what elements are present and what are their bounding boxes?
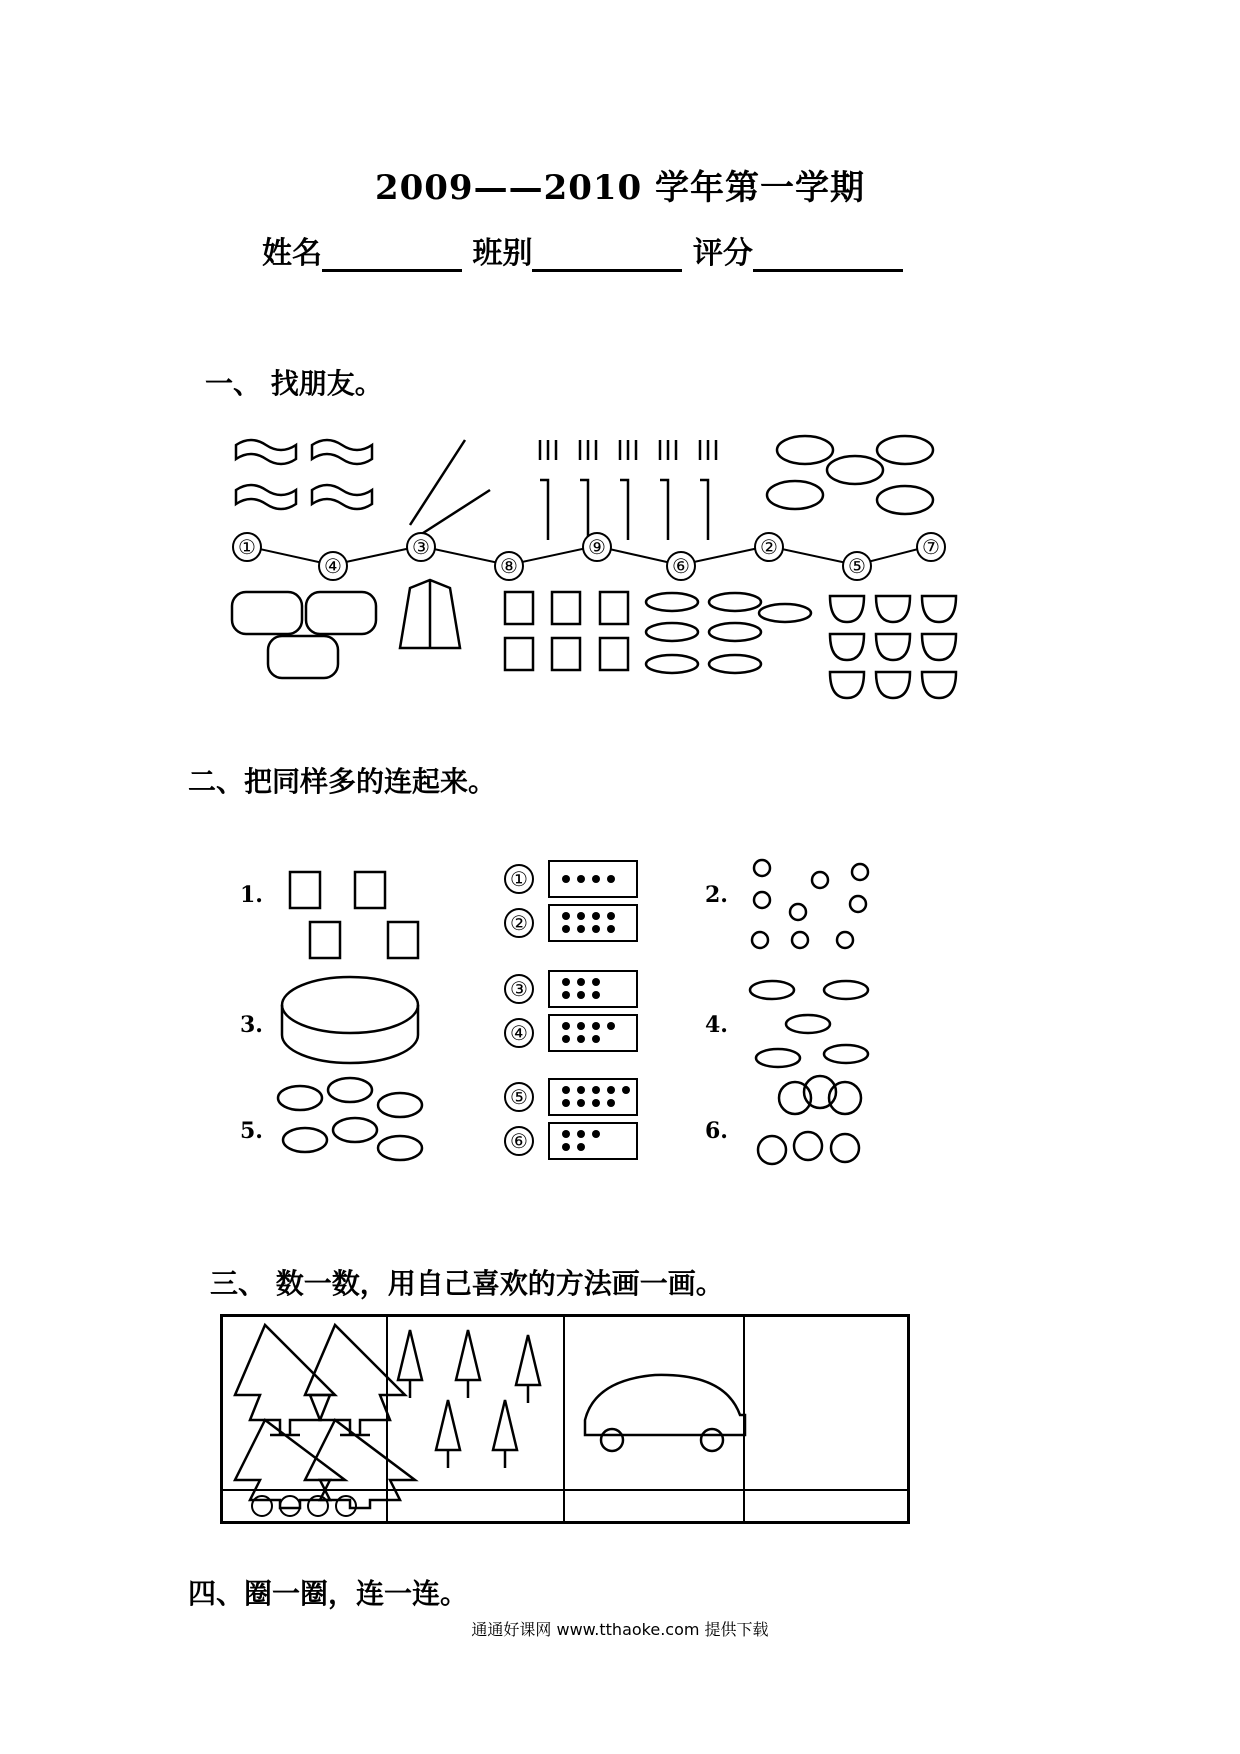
dot	[577, 875, 585, 883]
dot	[562, 875, 570, 883]
dot-box[interactable]	[548, 1078, 638, 1116]
number-circle: ⑥	[666, 551, 696, 581]
answer-circle	[307, 1495, 329, 1517]
section2-heading: 二、把同样多的连起来。	[188, 765, 497, 798]
class-label: 班别	[472, 236, 533, 271]
box-label: ③	[504, 974, 534, 1004]
dot	[577, 1086, 585, 1094]
dot	[592, 1086, 600, 1094]
teacup-icon	[750, 981, 868, 1067]
dot	[577, 1130, 585, 1138]
dot	[562, 991, 570, 999]
dot-box[interactable]	[548, 1014, 638, 1052]
dot	[592, 978, 600, 986]
dot	[577, 991, 585, 999]
dot	[592, 1035, 600, 1043]
candy-icon	[752, 860, 868, 948]
can-icon	[767, 436, 933, 514]
dot	[592, 1130, 600, 1138]
cake-icon	[282, 977, 418, 1063]
car-answer-cell[interactable]	[585, 1491, 739, 1521]
box-label: ①	[504, 864, 534, 894]
group-label-1: 1.	[240, 882, 263, 908]
dot	[577, 1035, 585, 1043]
dot	[562, 978, 570, 986]
umbrella-answer-cell[interactable]	[405, 1491, 559, 1521]
dot	[562, 1130, 570, 1138]
number-circle: ③	[406, 532, 436, 562]
class-field[interactable]	[532, 239, 682, 272]
dot	[562, 912, 570, 920]
plate-icon	[646, 593, 811, 673]
dot-box[interactable]	[548, 860, 638, 898]
section1-heading: 一、 找朋友。	[205, 367, 383, 400]
dot	[592, 925, 600, 933]
dot-box[interactable]	[548, 970, 638, 1008]
dot	[577, 1099, 585, 1107]
dot	[592, 912, 600, 920]
group-label-6: 6.	[705, 1118, 728, 1144]
group-label-4: 4.	[705, 1012, 728, 1038]
score-field[interactable]	[753, 239, 903, 272]
dot-box[interactable]	[548, 1122, 638, 1160]
dot	[607, 875, 615, 883]
name-field[interactable]	[322, 239, 462, 272]
score-label: 评分	[692, 236, 753, 271]
blank-drawing-cell[interactable]	[753, 1321, 903, 1485]
dot	[577, 912, 585, 920]
dot	[577, 925, 585, 933]
bowl-icon	[830, 596, 956, 698]
pillow-icon	[232, 592, 376, 678]
dot	[577, 1143, 585, 1151]
dot	[607, 1086, 615, 1094]
dot	[577, 978, 585, 986]
page-title: 2009——2010 学年第一学期	[374, 168, 866, 208]
drawing-table	[220, 1314, 910, 1524]
dot	[607, 1099, 615, 1107]
example-circles	[251, 1495, 363, 1521]
answer-circle	[335, 1495, 357, 1517]
dot	[592, 1022, 600, 1030]
number-circle: ⑨	[582, 532, 612, 562]
dot	[592, 875, 600, 883]
box-label: ⑥	[504, 1126, 534, 1156]
cup-icon	[505, 592, 628, 670]
glass-icon	[290, 872, 418, 958]
number-circle: ①	[232, 532, 262, 562]
turtle-icon	[278, 1078, 422, 1160]
answer-circle	[251, 1495, 273, 1517]
dot	[607, 1022, 615, 1030]
dot	[577, 1022, 585, 1030]
chopsticks-icon	[410, 440, 490, 535]
section4-heading: 四、圈一圈，连一连。	[188, 1577, 469, 1610]
section3-heading: 三、 数一数，用自己喜欢的方法画一画。	[210, 1267, 724, 1300]
dot	[562, 1143, 570, 1151]
dot	[562, 1086, 570, 1094]
dot	[607, 912, 615, 920]
dot	[607, 925, 615, 933]
dot	[562, 1022, 570, 1030]
number-circle: ⑤	[842, 551, 872, 581]
dot	[592, 1099, 600, 1107]
box-label: ④	[504, 1018, 534, 1048]
dot-box[interactable]	[548, 904, 638, 942]
bacon-icon	[236, 440, 372, 509]
number-circle: ④	[318, 551, 348, 581]
jacket-icon	[400, 580, 460, 648]
group-label-3: 3.	[240, 1012, 263, 1038]
name-label: 姓名	[262, 236, 322, 271]
number-circle: ⑦	[916, 532, 946, 562]
group-label-2: 2.	[705, 882, 728, 908]
dot	[562, 1035, 570, 1043]
answer-circle	[279, 1495, 301, 1517]
dot	[592, 991, 600, 999]
number-circle: ②	[754, 532, 784, 562]
dot	[562, 925, 570, 933]
box-label: ②	[504, 908, 534, 938]
box-label: ⑤	[504, 1082, 534, 1112]
donut-icon	[758, 1076, 861, 1164]
student-info-row	[262, 228, 903, 272]
fork-icon	[540, 440, 716, 540]
group-label-5: 5.	[240, 1118, 263, 1144]
dot	[622, 1086, 630, 1094]
dot	[562, 1099, 570, 1107]
footer: 通通好课网 www.tthaoke.com 提供下载	[471, 1620, 769, 1639]
number-circle: ⑧	[494, 551, 524, 581]
